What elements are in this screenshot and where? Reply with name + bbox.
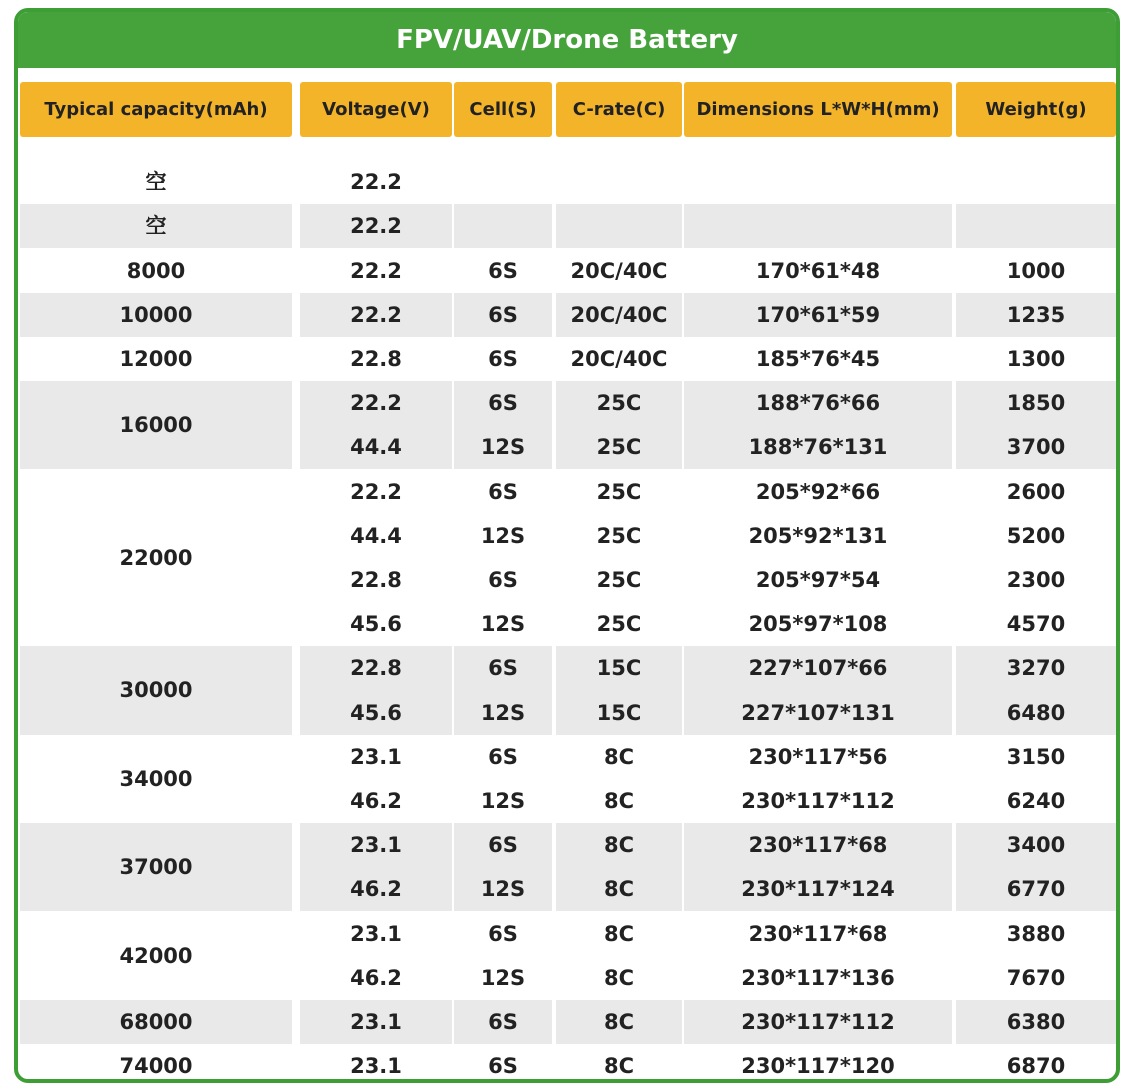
cell-cell: 6S	[488, 346, 518, 371]
voltage-cell: 23.1	[350, 1009, 402, 1034]
cell-cell: 6S	[488, 258, 518, 283]
cell-cell: 6S	[488, 1009, 518, 1034]
dimensions-cell: 170*61*59	[755, 302, 881, 327]
capacity-cell: 42000	[119, 943, 193, 968]
dimensions-cell: 205*97*108	[748, 612, 888, 637]
cell-cell: 6S	[488, 302, 518, 327]
voltage-cell: 22.2	[350, 479, 402, 504]
header-c-rate: C-rate(C)	[556, 82, 682, 137]
capacity-cell: 37000	[119, 855, 193, 880]
dimensions-cell: 188*76*66	[755, 391, 881, 416]
weight-cell: 6380	[1006, 1009, 1066, 1034]
weight-cell: 3270	[1006, 656, 1066, 681]
voltage-cell: 22.2	[350, 391, 402, 416]
c-rate-cell: 15C	[596, 700, 642, 725]
dimensions-cell: 188*76*131	[748, 435, 888, 460]
dimensions-cell: 227*107*66	[748, 656, 888, 681]
voltage-cell: 46.2	[350, 877, 402, 902]
c-rate-cell: 8C	[603, 1054, 635, 1079]
weight-cell: 2600	[1006, 479, 1066, 504]
weight-cell: 6240	[1006, 788, 1066, 813]
weight-cell: 3880	[1006, 921, 1066, 946]
voltage-cell: 23.1	[350, 1054, 402, 1079]
c-rate-cell: 8C	[603, 921, 635, 946]
dimensions-cell: 185*76*45	[755, 346, 881, 371]
c-rate-cell: 25C	[596, 479, 642, 504]
capacity-cell: 12000	[119, 346, 193, 371]
voltage-cell: 23.1	[350, 833, 402, 858]
battery-spec-card	[14, 8, 1120, 1083]
capacity-cell: 68000	[119, 1009, 193, 1034]
c-rate-cell: 25C	[596, 391, 642, 416]
header-voltage: Voltage(V)	[300, 82, 452, 137]
cell-cell: 12S	[480, 788, 526, 813]
capacity-cell: 22000	[119, 545, 193, 570]
voltage-cell: 22.8	[350, 567, 402, 592]
c-rate-cell: 15C	[596, 656, 642, 681]
header-weight: Weight(g)	[956, 82, 1116, 137]
weight-cell: 1850	[1006, 391, 1066, 416]
weight-cell: 2300	[1006, 567, 1066, 592]
weight-cell: 1300	[1006, 346, 1066, 371]
weight-cell: 5200	[1006, 523, 1066, 548]
dimensions-cell: 230*117*136	[741, 965, 895, 990]
header-dimensions: Dimensions L*W*H(mm)	[684, 82, 952, 137]
cell-cell: 12S	[480, 965, 526, 990]
c-rate-cell: 8C	[603, 965, 635, 990]
weight-cell: 7670	[1006, 965, 1066, 990]
c-rate-cell: 8C	[603, 744, 635, 769]
dimensions-cell: 230*117*124	[741, 877, 895, 902]
c-rate-cell: 25C	[596, 435, 642, 460]
table-header-row	[20, 82, 1116, 137]
band-cell	[956, 204, 1116, 248]
voltage-cell: 46.2	[350, 965, 402, 990]
voltage-cell: 22.2	[350, 302, 402, 327]
cell-cell: 6S	[488, 567, 518, 592]
dimensions-cell: 205*97*54	[755, 567, 881, 592]
cell-cell: 12S	[480, 700, 526, 725]
weight-cell: 3400	[1006, 833, 1066, 858]
voltage-cell: 44.4	[350, 523, 402, 548]
weight-cell: 6870	[1006, 1054, 1066, 1079]
c-rate-cell: 8C	[603, 833, 635, 858]
cell-cell: 12S	[480, 523, 526, 548]
c-rate-cell: 20C/40C	[570, 302, 668, 327]
cell-cell: 6S	[488, 479, 518, 504]
weight-cell: 3150	[1006, 744, 1066, 769]
voltage-cell: 23.1	[350, 921, 402, 946]
c-rate-cell: 8C	[603, 788, 635, 813]
c-rate-cell: 25C	[596, 567, 642, 592]
capacity-cell: 空	[145, 170, 167, 195]
capacity-cell: 74000	[119, 1054, 193, 1079]
c-rate-cell: 25C	[596, 523, 642, 548]
header-capacity: Typical capacity(mAh)	[20, 82, 292, 137]
cell-cell: 6S	[488, 391, 518, 416]
voltage-cell: 44.4	[350, 435, 402, 460]
dimensions-cell: 205*92*131	[748, 523, 888, 548]
weight-cell: 3700	[1006, 435, 1066, 460]
table-title: FPV/UAV/Drone Battery	[18, 12, 1116, 68]
cell-cell: 12S	[480, 877, 526, 902]
dimensions-cell: 230*117*68	[748, 921, 888, 946]
dimensions-cell: 230*117*56	[748, 744, 888, 769]
cell-cell: 6S	[488, 921, 518, 946]
weight-cell: 6480	[1006, 700, 1066, 725]
c-rate-cell: 20C/40C	[570, 258, 668, 283]
voltage-cell: 22.2	[350, 170, 402, 195]
cell-cell: 6S	[488, 833, 518, 858]
weight-cell: 1000	[1006, 258, 1066, 283]
capacity-cell: 30000	[119, 678, 193, 703]
c-rate-cell: 8C	[603, 1009, 635, 1034]
voltage-cell: 22.8	[350, 346, 402, 371]
dimensions-cell: 170*61*48	[755, 258, 881, 283]
voltage-cell: 22.2	[350, 258, 402, 283]
voltage-cell: 22.2	[350, 214, 402, 239]
dimensions-cell: 230*117*120	[741, 1054, 895, 1079]
band-cell	[454, 204, 552, 248]
dimensions-cell: 230*117*112	[741, 1009, 895, 1034]
capacity-cell: 10000	[119, 302, 193, 327]
capacity-cell: 8000	[126, 258, 186, 283]
c-rate-cell: 20C/40C	[570, 346, 668, 371]
band-cell	[684, 204, 952, 248]
voltage-cell: 22.8	[350, 656, 402, 681]
dimensions-cell: 230*117*112	[741, 788, 895, 813]
header-cell: Cell(S)	[454, 82, 552, 137]
weight-cell: 4570	[1006, 612, 1066, 637]
dimensions-cell: 230*117*68	[748, 833, 888, 858]
c-rate-cell: 25C	[596, 612, 642, 637]
cell-cell: 12S	[480, 612, 526, 637]
voltage-cell: 45.6	[350, 700, 402, 725]
voltage-cell: 23.1	[350, 744, 402, 769]
voltage-cell: 45.6	[350, 612, 402, 637]
cell-cell: 6S	[488, 1054, 518, 1079]
band-cell	[556, 204, 682, 248]
capacity-cell: 空	[145, 214, 167, 239]
cell-cell: 6S	[488, 744, 518, 769]
cell-cell: 6S	[488, 656, 518, 681]
capacity-cell: 16000	[119, 413, 193, 438]
voltage-cell: 46.2	[350, 788, 402, 813]
dimensions-cell: 227*107*131	[741, 700, 895, 725]
c-rate-cell: 8C	[603, 877, 635, 902]
dimensions-cell: 205*92*66	[755, 479, 881, 504]
weight-cell: 6770	[1006, 877, 1066, 902]
capacity-cell: 34000	[119, 766, 193, 791]
weight-cell: 1235	[1006, 302, 1066, 327]
cell-cell: 12S	[480, 435, 526, 460]
